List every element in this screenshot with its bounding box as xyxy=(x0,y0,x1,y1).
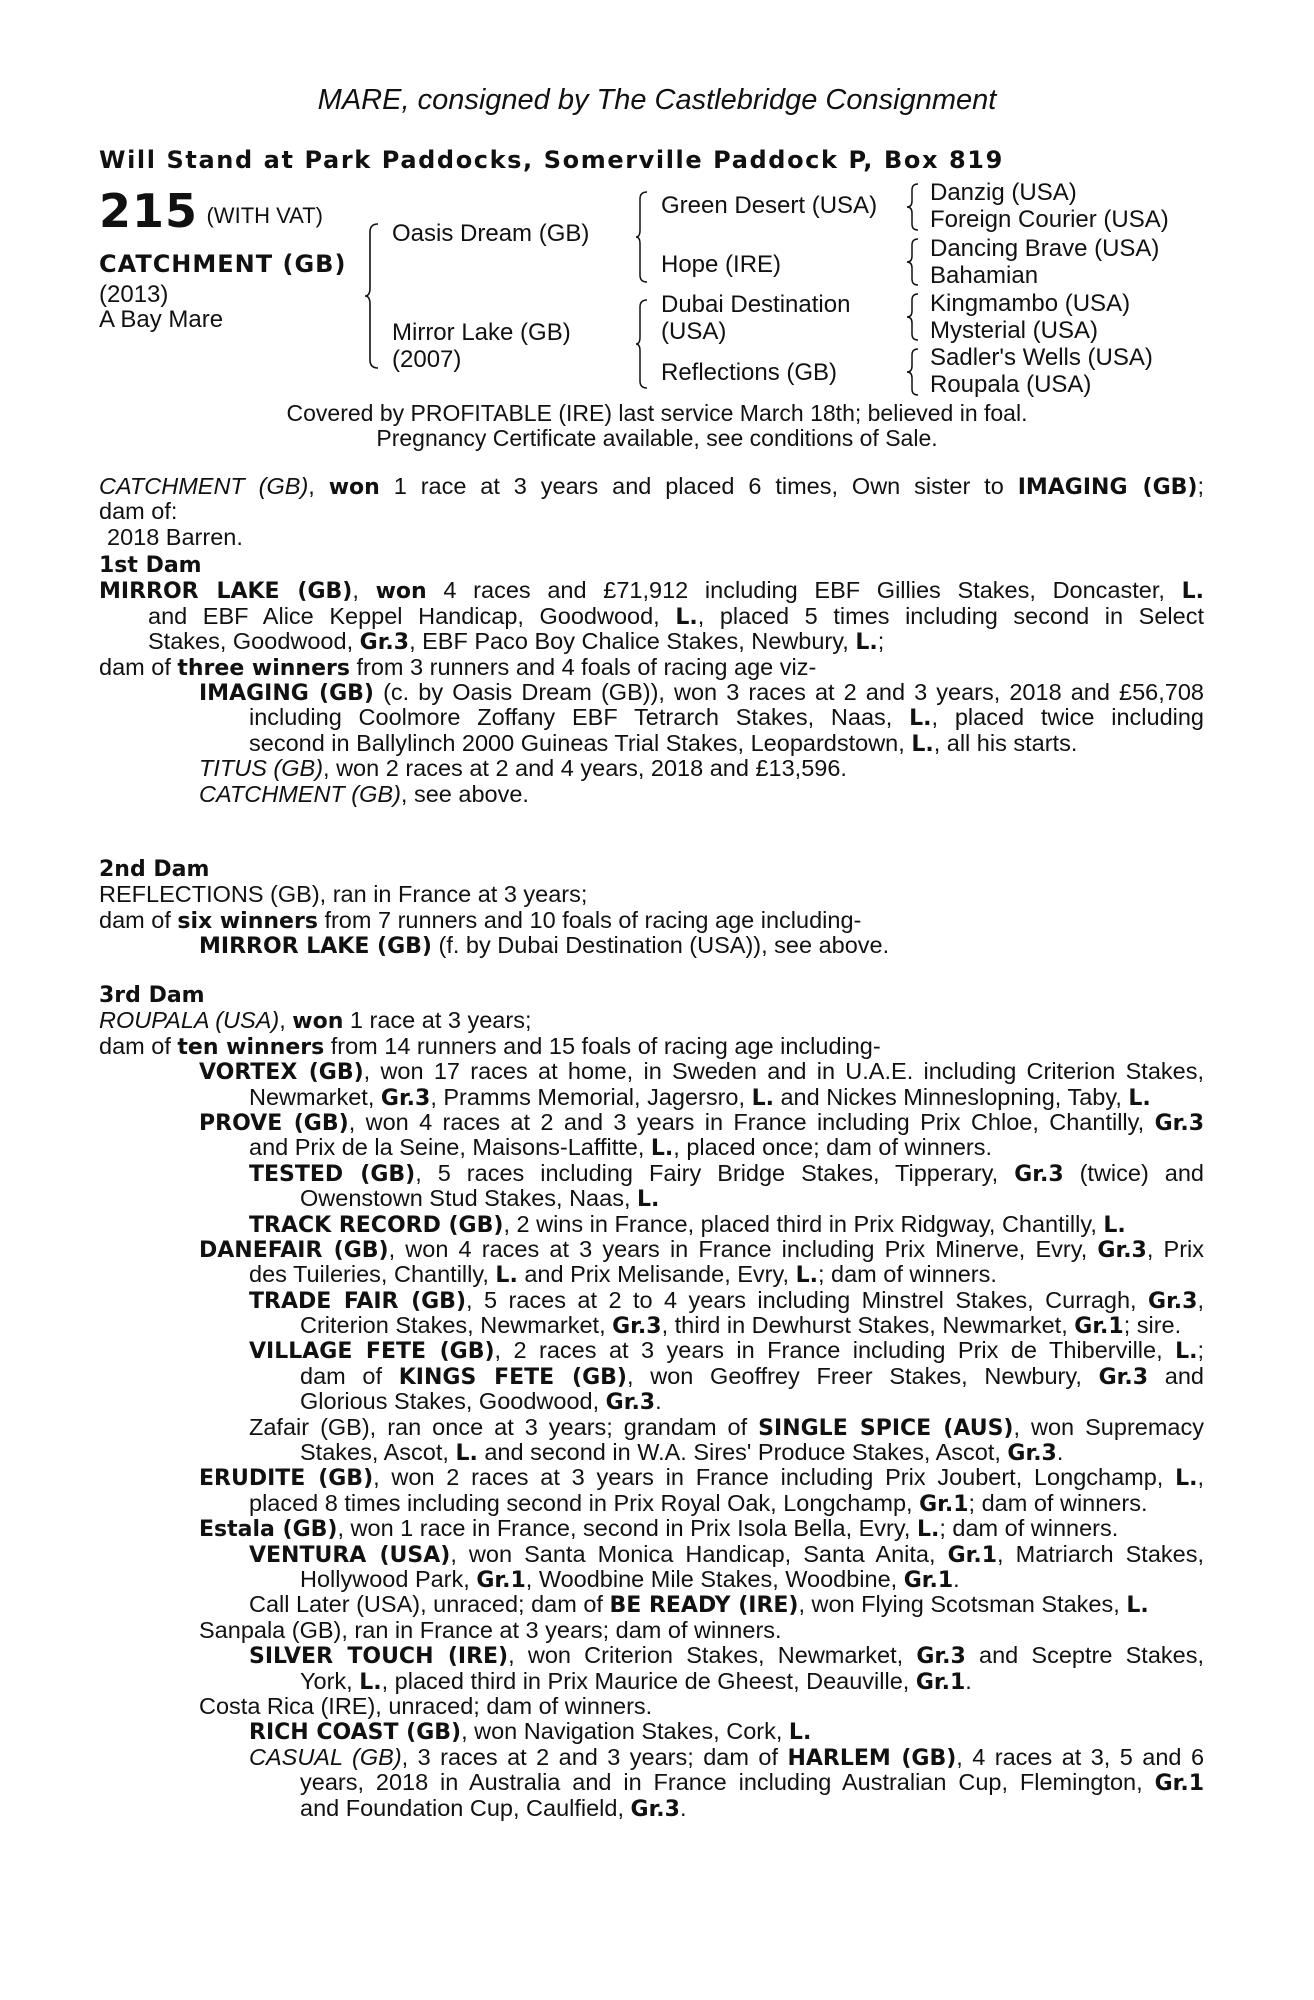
text-run: ROUPALA (USA) xyxy=(99,1007,280,1034)
text-run: York, xyxy=(300,1667,360,1694)
text-run: dam of xyxy=(99,653,178,680)
dam-line xyxy=(99,1313,1204,1338)
text-run: , won 4 races at 3 years in France including Prix Minerve, Evry, xyxy=(388,1236,1098,1262)
dam-line: Costa Rica (IRE), unraced; dam of winners. xyxy=(199,1692,653,1719)
text-run: Gr.3 xyxy=(612,1314,662,1340)
text-run: , 5 races at 2 to 4 years including Minstrel Stakes, Curragh, xyxy=(466,1287,1149,1313)
text-run: ; dam of winners. xyxy=(817,1261,997,1288)
text-run: Owenstown Stud Stakes, Naas, xyxy=(300,1185,637,1212)
text-run: , placed third in Prix Maurice de Gheest, Deauville, xyxy=(381,1667,916,1694)
text-run: , xyxy=(1197,1287,1204,1313)
dam-line: REFLECTIONS (GB), ran in France at 3 years; xyxy=(99,881,588,908)
dam-line xyxy=(99,1288,1204,1313)
mare-section xyxy=(99,474,1204,550)
dam-line xyxy=(99,908,1204,933)
text-run: six winners xyxy=(177,908,318,934)
text-run: ten winners xyxy=(177,1034,325,1060)
text-run: Gr.3 xyxy=(359,630,410,656)
ped-sire: Oasis Dream (GB) xyxy=(392,220,590,247)
dam-line xyxy=(99,782,1204,807)
text-run: and Prix Melisande, Evry, xyxy=(517,1261,796,1288)
second-dam-section xyxy=(99,857,1204,959)
text-run: Gr.3 xyxy=(605,1390,656,1416)
lot-number-block xyxy=(99,184,323,238)
dam-line xyxy=(99,604,1204,629)
text-run: SILVER TOUCH (IRE) xyxy=(249,1644,509,1669)
dam-line xyxy=(99,1592,1204,1617)
ped-dsd: Mysterial (USA) xyxy=(930,317,1099,344)
text-run: , Prix xyxy=(1146,1236,1204,1262)
text-run: L. xyxy=(455,1441,478,1467)
text-run: , xyxy=(352,578,376,604)
text-run: IMAGING (GB) xyxy=(199,680,374,706)
text-run: ; sire. xyxy=(1123,1312,1182,1339)
text-run: 1 race at 3 years; xyxy=(343,1007,532,1034)
dam-line xyxy=(99,1034,1204,1059)
text-run: won xyxy=(328,475,380,500)
text-run: , won Geoffrey Freer Stakes, Newbury, xyxy=(627,1363,1099,1389)
ped-sdd: Bahamian xyxy=(930,262,1039,289)
text-run: TRADE FAIR (GB) xyxy=(249,1288,467,1314)
text-run: Gr.3 xyxy=(1148,1288,1198,1314)
text-run: L. xyxy=(788,1720,812,1746)
text-run: (f. by Dubai Destination (USA)), see above. xyxy=(431,932,890,959)
text-run: (twice) and xyxy=(1063,1160,1204,1186)
dam-line xyxy=(99,1465,1204,1490)
text-run: RICH COAST (GB) xyxy=(249,1720,462,1746)
ped-sds: Dancing Brave (USA) xyxy=(930,235,1160,262)
mare-line: dam of: xyxy=(99,498,178,525)
text-run: Stakes, Goodwood, xyxy=(148,628,360,655)
text-run: TESTED (GB) xyxy=(249,1161,416,1187)
text-run: and Sceptre Stakes, xyxy=(965,1643,1204,1669)
text-run: , 4 races at 3, 5 and 6 xyxy=(956,1744,1204,1770)
dam-line xyxy=(99,1212,1204,1237)
text-run: Gr.3 xyxy=(1154,1110,1204,1136)
ped-ssd: Foreign Courier (USA) xyxy=(930,206,1169,233)
text-run: Gr.1 xyxy=(903,1567,954,1593)
text-run: KINGS FETE (GB) xyxy=(398,1364,627,1390)
ped-dam: Mirror Lake (GB) xyxy=(392,319,571,346)
text-run: Call Later (USA), unraced; dam of xyxy=(249,1591,610,1618)
text-run: won xyxy=(375,579,427,604)
text-run: L. xyxy=(1175,1339,1198,1364)
mare-line: CATCHMENT (GB), won 1 race at 3 years and placed 6 times, Own sister to IMAGING (GB); xyxy=(99,474,1204,500)
text-run: Glorious Stakes, Goodwood, xyxy=(300,1388,606,1415)
text-run: (c. by Oasis Dream (GB)), won 3 races at 2 and 3 years, 2018 and £56,708 xyxy=(373,679,1204,705)
text-run: MIRROR LAKE (GB) xyxy=(99,579,353,604)
text-run: , all his starts. xyxy=(933,729,1078,756)
ped-sss: Danzig (USA) xyxy=(930,179,1077,206)
pedigree-brace-main xyxy=(364,222,380,370)
text-run: ; dam of winners. xyxy=(968,1489,1148,1516)
ped-dam-dam: Reflections (GB) xyxy=(661,359,838,386)
text-run: L. xyxy=(1128,1085,1151,1111)
text-run: , won Navigation Stakes, Cork, xyxy=(461,1718,789,1745)
text-run: from 3 runners and 4 foals of racing age viz- xyxy=(349,653,817,680)
dam-line xyxy=(99,1440,1204,1465)
text-run: MIRROR LAKE (GB) xyxy=(199,934,432,960)
text-run: , EBF Paco Boy Chalice Stakes, Newbury, xyxy=(409,628,856,655)
third-dam-section xyxy=(99,983,1204,1821)
text-run: SINGLE SPICE (AUS) xyxy=(758,1415,1014,1441)
dam-line xyxy=(99,1389,1204,1414)
text-run: and Prix de la Seine, Maisons-Laffitte, xyxy=(249,1134,651,1161)
text-run: Gr.3 xyxy=(380,1085,431,1111)
horse-year: (2013) xyxy=(99,281,169,308)
dam-line xyxy=(99,1719,1204,1744)
text-run: and Nickes Minneslopning, Taby, xyxy=(773,1083,1129,1110)
text-run: , won 2 races at 3 years in France including Prix Joubert, Longchamp, xyxy=(373,1465,1176,1491)
pedigree-brace-sire xyxy=(635,190,649,284)
dam-line xyxy=(99,731,1204,756)
dam-line xyxy=(99,1745,1204,1770)
text-run: and Foundation Cup, Caulfield, xyxy=(300,1794,631,1821)
text-run: L. xyxy=(855,630,878,656)
text-run: . xyxy=(655,1388,662,1415)
text-run: Gr.1 xyxy=(919,1491,969,1517)
text-run: ; xyxy=(1197,474,1204,499)
text-run: PROVE (GB) xyxy=(199,1110,349,1136)
horse-description: A Bay Mare xyxy=(99,306,224,333)
dam-line xyxy=(99,1110,1204,1135)
text-run: and xyxy=(1148,1363,1204,1389)
text-run: BE READY (IRE) xyxy=(609,1593,799,1619)
text-run: L. xyxy=(911,731,934,757)
text-run: , xyxy=(279,1007,293,1034)
dam-line xyxy=(99,1491,1204,1516)
text-run: L. xyxy=(675,604,698,630)
pedigree-brace-dam xyxy=(635,298,649,390)
ped-dds: Sadler's Wells (USA) xyxy=(930,344,1153,371)
text-run: and second in W.A. Sires' Produce Stakes, Ascot, xyxy=(477,1439,1008,1466)
text-run: , Pramms Memorial, Jagersro, xyxy=(430,1083,752,1110)
dam-line xyxy=(99,1186,1204,1211)
dam-line xyxy=(99,1643,1204,1668)
text-run: dam of xyxy=(99,1032,178,1059)
text-run: placed 8 times including second in Prix Royal Oak, Longchamp, xyxy=(249,1489,920,1516)
text-run: TITUS (GB) xyxy=(199,755,324,782)
pedigree-brace-sd xyxy=(906,237,920,287)
text-run: L. xyxy=(637,1187,660,1213)
text-run: . xyxy=(1056,1439,1064,1466)
dam-line xyxy=(99,1161,1204,1186)
dam-line xyxy=(99,705,1204,730)
text-run: , Matriarch Stakes, xyxy=(997,1541,1204,1567)
text-run: dam of xyxy=(99,906,178,933)
text-run: , placed twice including xyxy=(931,705,1204,731)
text-run: Gr.3 xyxy=(1098,1364,1149,1390)
dam-line xyxy=(99,933,1204,958)
text-run: years, 2018 in Australia and in France including Australian Cup, Flemington, xyxy=(300,1770,1155,1796)
ped-ddd: Roupala (USA) xyxy=(930,371,1092,398)
text-run: VENTURA (USA) xyxy=(249,1542,451,1567)
section-heading: 1st Dam xyxy=(99,553,202,578)
text-run: from 7 runners and 10 foals of racing age including- xyxy=(317,906,862,933)
text-run: Gr.1 xyxy=(947,1542,998,1567)
ped-dam-year: (2007) xyxy=(392,346,462,373)
text-run: . xyxy=(953,1565,960,1592)
text-run: VORTEX (GB) xyxy=(199,1060,364,1085)
dam-line xyxy=(99,1008,1204,1033)
text-run: ; xyxy=(1197,1338,1204,1364)
text-run: , won Santa Monica Handicap, Santa Anita, xyxy=(450,1541,948,1567)
dam-line xyxy=(99,1770,1204,1795)
text-run: Gr.1 xyxy=(1074,1314,1124,1340)
pedigree-brace-ss xyxy=(906,182,920,232)
text-run: L. xyxy=(909,706,932,731)
text-run: L. xyxy=(1181,579,1204,604)
text-run: , Woodbine Mile Stakes, Woodbine, xyxy=(525,1565,904,1592)
text-run: , placed 5 times including second in Select xyxy=(697,603,1204,629)
text-run: , won Flying Scotsman Stakes, xyxy=(798,1591,1127,1618)
text-run: VILLAGE FETE (GB) xyxy=(249,1339,495,1364)
text-run: L. xyxy=(795,1263,818,1289)
text-run: ; dam of winners. xyxy=(939,1515,1119,1542)
page-header: MARE, consigned by The Castlebridge Consignment xyxy=(317,84,997,116)
text-run: including Coolmore Zoffany EBF Tetrarch Stakes, Naas, xyxy=(249,705,910,731)
text-run: Gr.3 xyxy=(630,1796,680,1822)
first-dam-section xyxy=(99,553,1204,807)
text-run: , won 17 races at home, in Sweden and in U.A.E. including Criterion Stakes, xyxy=(363,1059,1204,1085)
ped-sire-dam: Hope (IRE) xyxy=(661,251,782,278)
text-run: , won 2 races at 2 and 4 years, 2018 and £13,596. xyxy=(323,755,847,782)
text-run: L. xyxy=(1103,1212,1126,1238)
pregnancy-note: Pregnancy Certificate available, see conditions of Sale. xyxy=(376,425,938,451)
ped-dss: Kingmambo (USA) xyxy=(930,290,1131,317)
ped-dam-sire-2: (USA) xyxy=(661,318,727,345)
text-run: . xyxy=(679,1794,687,1821)
text-run: TRACK RECORD (GB) xyxy=(249,1212,504,1238)
text-run: Gr.3 xyxy=(916,1644,966,1669)
dam-line xyxy=(99,1542,1204,1567)
text-run: , won Criterion Stakes, Newmarket, xyxy=(508,1643,917,1669)
dam-line xyxy=(99,1135,1204,1160)
text-run: ; xyxy=(877,628,885,655)
dam-line xyxy=(99,1338,1204,1363)
text-run: L. xyxy=(650,1136,674,1162)
text-run: , 3 races at 2 and 3 years; dam of xyxy=(401,1744,788,1770)
text-run: Criterion Stakes, Newmarket, xyxy=(300,1312,613,1339)
vat-note: (WITH VAT) xyxy=(206,203,323,228)
text-run: L. xyxy=(359,1669,382,1695)
dam-line xyxy=(99,1796,1204,1821)
text-run: Stakes, Ascot, xyxy=(300,1439,456,1466)
text-run: L. xyxy=(495,1263,518,1289)
text-run: , won 4 races at 2 and 3 years in France including Prix Chloe, Chantilly, xyxy=(348,1109,1155,1135)
dam-line xyxy=(99,1085,1204,1110)
text-run: 1 race at 3 years and placed 6 times, Own sister to xyxy=(393,474,1004,499)
text-run: , third in Dewhurst Stakes, Newmarket, xyxy=(661,1312,1075,1339)
text-run: Gr.3 xyxy=(1097,1237,1147,1263)
dam-line xyxy=(99,1567,1204,1592)
text-run: CATCHMENT (GB) xyxy=(199,780,401,807)
section-heading: 3rd Dam xyxy=(99,983,205,1008)
text-run: , see above. xyxy=(400,780,529,807)
text-run: Estala (GB) xyxy=(199,1517,338,1543)
text-run: CATCHMENT (GB) xyxy=(99,474,309,499)
dam-line xyxy=(99,1059,1204,1084)
text-run: CASUAL (GB) xyxy=(249,1744,402,1770)
text-run: L. xyxy=(751,1085,774,1111)
text-run: dam of xyxy=(300,1363,399,1389)
text-run: , 5 races including Fairy Bridge Stakes, Tipperary, xyxy=(415,1160,1015,1186)
text-run: , won Supremacy xyxy=(1013,1414,1204,1440)
text-run: L. xyxy=(1175,1466,1198,1491)
text-run: ERUDITE (GB) xyxy=(199,1466,374,1491)
text-run: , placed once; dam of winners. xyxy=(673,1134,993,1161)
text-run: des Tuileries, Chantilly, xyxy=(249,1261,496,1288)
text-run: Zafair (GB), ran once at 3 years; grandam of xyxy=(249,1414,759,1440)
mare-line: 2018 Barren. xyxy=(107,523,243,550)
text-run: DANEFAIR (GB) xyxy=(199,1237,389,1263)
text-run: , xyxy=(1197,1465,1204,1491)
pedigree-brace-dd xyxy=(906,347,920,397)
dam-line xyxy=(99,655,1204,680)
dam-line xyxy=(99,1415,1204,1440)
stand-location: Will Stand at Park Paddocks, Somerville Paddock P, Box 819 xyxy=(99,146,1004,174)
text-run: Gr.3 xyxy=(1007,1441,1057,1467)
text-run: won xyxy=(292,1009,344,1035)
text-run: and EBF Alice Keppel Handicap, Goodwood, xyxy=(148,603,676,629)
text-run: L. xyxy=(916,1517,940,1543)
text-run: three winners xyxy=(177,655,350,681)
section-heading: 2nd Dam xyxy=(99,857,210,882)
dam-line xyxy=(99,1669,1204,1694)
lot-number: 215 xyxy=(99,184,199,238)
horse-name: CATCHMENT (GB) xyxy=(99,250,347,278)
dam-line xyxy=(99,680,1204,705)
text-run: 4 races and £71,912 including EBF Gillies Stakes, Doncaster, xyxy=(426,578,1182,604)
text-run: IMAGING (GB) xyxy=(1017,475,1198,500)
dam-line xyxy=(99,1364,1204,1389)
dam-line xyxy=(99,1516,1204,1541)
text-run: Gr.3 xyxy=(1014,1161,1064,1187)
text-run: Gr.1 xyxy=(476,1567,526,1593)
text-run: Newmarket, xyxy=(249,1083,381,1110)
text-run: Gr.1 xyxy=(1154,1771,1204,1796)
text-run: , won 1 race in France, second in Prix Isola Bella, Evry, xyxy=(337,1515,917,1542)
text-run: HARLEM (GB) xyxy=(787,1745,957,1771)
text-run: L. xyxy=(1126,1593,1149,1619)
dam-line xyxy=(99,756,1204,781)
dam-line: Sanpala (GB), ran in France at 3 years; dam of winners. xyxy=(199,1616,782,1643)
text-run: , 2 races at 3 years in France including Prix de Thiberville, xyxy=(494,1338,1176,1364)
dam-line xyxy=(99,578,1204,603)
dam-line xyxy=(99,1262,1204,1287)
text-run: Gr.1 xyxy=(915,1669,966,1695)
text-run: second in Ballylinch 2000 Guineas Trial Stakes, Leopardstown, xyxy=(249,729,912,756)
text-run: . xyxy=(965,1667,972,1694)
ped-sire-sire: Green Desert (USA) xyxy=(661,192,878,219)
text-run: from 14 runners and 15 foals of racing age including- xyxy=(324,1032,881,1059)
dam-line xyxy=(99,629,1204,654)
ped-dam-sire-1: Dubai Destination xyxy=(661,291,851,318)
text-run: Hollywood Park, xyxy=(300,1565,477,1592)
dam-line xyxy=(99,1237,1204,1262)
covered-note: Covered by PROFITABLE (IRE) last service March 18th; believed in foal. xyxy=(286,400,1028,426)
pedigree-brace-ds xyxy=(906,292,920,342)
text-run: , 2 wins in France, placed third in Prix Ridgway, Chantilly, xyxy=(503,1210,1104,1237)
